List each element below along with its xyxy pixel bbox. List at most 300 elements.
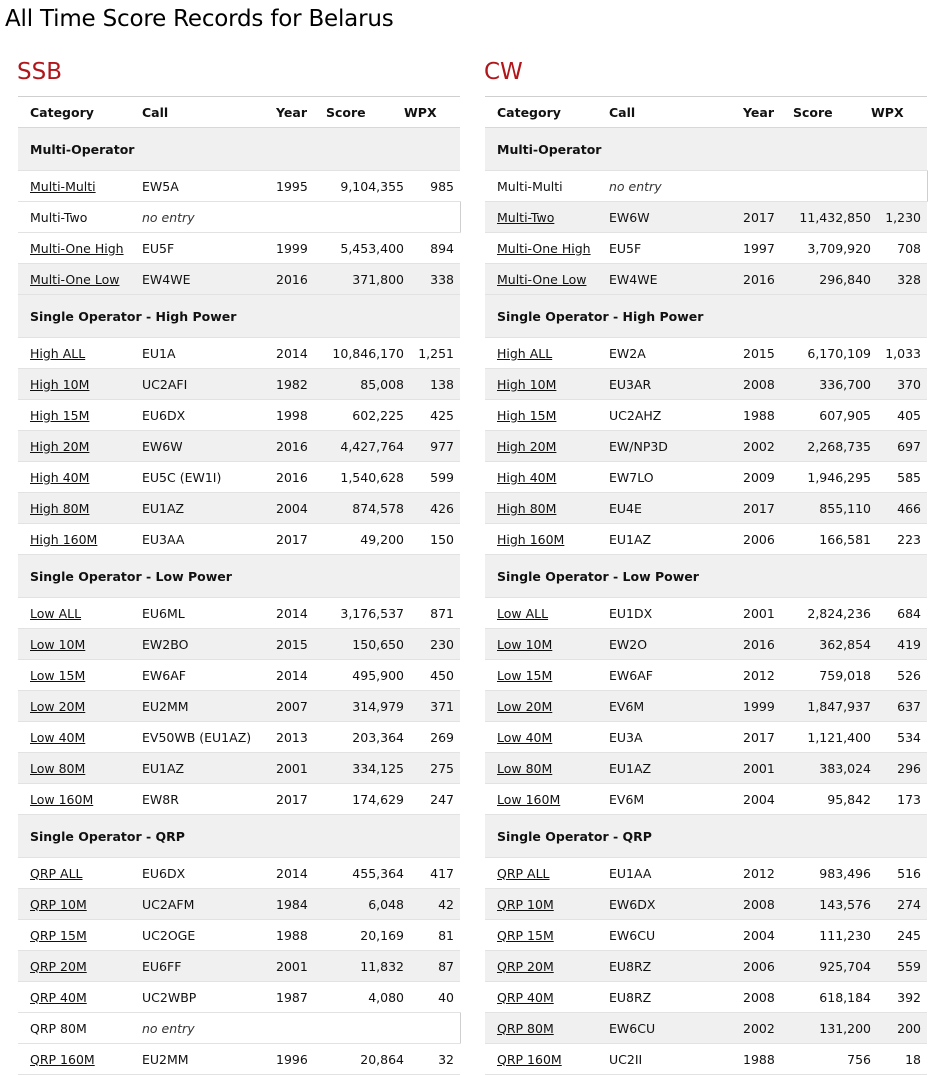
category-group-row: [18, 128, 460, 171]
call-cell: EW6CU: [609, 920, 743, 951]
category-cell: [485, 400, 609, 431]
call-cell: EU3AA: [142, 524, 276, 555]
category-link[interactable]: QRP 40M: [30, 989, 87, 1005]
call-cell: EW6AF: [609, 660, 743, 691]
category-cell: [485, 598, 609, 629]
category-cell: [485, 462, 609, 493]
table-row: [485, 1044, 927, 1075]
year-cell: 1984: [276, 889, 326, 920]
year-cell: 2001: [743, 753, 793, 784]
category-link[interactable]: QRP 10M: [30, 896, 87, 912]
category-link[interactable]: High 160M: [30, 531, 98, 547]
wpx-cell: 516: [871, 858, 927, 889]
wpx-cell: 426: [404, 493, 460, 524]
category-group-row: [485, 815, 927, 858]
category-link[interactable]: Low 40M: [497, 729, 553, 745]
category-cell: [485, 369, 609, 400]
year-cell: 2004: [743, 784, 793, 815]
score-cell: 166,581: [793, 524, 871, 555]
category-link[interactable]: High 80M: [497, 500, 557, 516]
wpx-cell: 977: [404, 431, 460, 462]
call-cell: EU4E: [609, 493, 743, 524]
wpx-cell: 599: [404, 462, 460, 493]
category-link[interactable]: High 15M: [497, 407, 557, 423]
year-cell: 2017: [276, 784, 326, 815]
category-link[interactable]: High 20M: [497, 438, 557, 454]
category-link[interactable]: QRP 10M: [497, 896, 554, 912]
category-link[interactable]: Low 10M: [497, 636, 553, 652]
category-link[interactable]: QRP 20M: [497, 958, 554, 974]
call-cell: EU6DX: [142, 400, 276, 431]
score-cell: 296,840: [793, 264, 871, 295]
category-cell: Multi-Multi: [485, 171, 609, 202]
wpx-cell: 417: [404, 858, 460, 889]
category-cell: [485, 691, 609, 722]
wpx-cell: 42: [404, 889, 460, 920]
category-link[interactable]: High 15M: [30, 407, 90, 423]
year-cell: 2004: [276, 493, 326, 524]
header-year: Year: [276, 97, 326, 128]
category-group-label: Single Operator - QRP: [18, 815, 460, 858]
category-link[interactable]: Low 80M: [30, 760, 86, 776]
table-row: [485, 691, 927, 722]
year-cell: 1982: [276, 369, 326, 400]
year-cell: 2006: [743, 524, 793, 555]
score-cell: 1,847,937: [793, 691, 871, 722]
table-row: [485, 598, 927, 629]
wpx-cell: 425: [404, 400, 460, 431]
call-cell: EU3A: [609, 722, 743, 753]
score-cell: [326, 1013, 404, 1044]
score-cell: 9,104,355: [326, 171, 404, 202]
year-cell: 2017: [743, 722, 793, 753]
category-link[interactable]: QRP 40M: [497, 989, 554, 1005]
year-cell: 1997: [743, 233, 793, 264]
category-link[interactable]: Low 160M: [30, 791, 94, 807]
year-cell: 2014: [276, 598, 326, 629]
year-cell: 2016: [276, 462, 326, 493]
wpx-cell: 223: [871, 524, 927, 555]
wpx-cell: 296: [871, 753, 927, 784]
table-row: [485, 889, 927, 920]
table-row: [18, 431, 460, 462]
wpx-cell: 173: [871, 784, 927, 815]
wpx-cell: 138: [404, 369, 460, 400]
ssb-title: SSB: [17, 59, 62, 85]
score-cell: 85,008: [326, 369, 404, 400]
call-cell: UC2WBP: [142, 982, 276, 1013]
category-link[interactable]: Low 40M: [30, 729, 86, 745]
category-cell: QRP 80M: [18, 1013, 142, 1044]
table-row: [485, 784, 927, 815]
table-row: [485, 431, 927, 462]
call-cell: EU1AA: [609, 858, 743, 889]
category-cell: [485, 660, 609, 691]
score-cell: 131,200: [793, 1013, 871, 1044]
score-cell: [326, 202, 404, 233]
category-cell: [485, 264, 609, 295]
table-row: [18, 889, 460, 920]
score-cell: 455,364: [326, 858, 404, 889]
category-cell: [18, 493, 142, 524]
category-cell: [18, 431, 142, 462]
year-cell: 2015: [276, 629, 326, 660]
call-cell: UC2AFI: [142, 369, 276, 400]
category-cell: [485, 920, 609, 951]
category-group-row: [18, 815, 460, 858]
year-cell: [276, 202, 326, 233]
category-link[interactable]: Low 15M: [497, 667, 553, 683]
table-header-row: [485, 97, 927, 128]
table-row: [18, 233, 460, 264]
wpx-cell: 18: [871, 1044, 927, 1075]
category-link[interactable]: Low 15M: [30, 667, 86, 683]
year-cell: 2012: [743, 858, 793, 889]
year-cell: 2017: [743, 202, 793, 233]
page-title: All Time Score Records for Belarus: [5, 6, 394, 32]
table-row: [18, 858, 460, 889]
category-group-row: [18, 555, 460, 598]
table-row: [18, 722, 460, 753]
call-cell: EU1AZ: [609, 524, 743, 555]
score-cell: 759,018: [793, 660, 871, 691]
category-link[interactable]: QRP 20M: [30, 958, 87, 974]
call-cell: EU5C (EW1I): [142, 462, 276, 493]
year-cell: 2014: [276, 338, 326, 369]
year-cell: 2016: [276, 431, 326, 462]
category-cell: [18, 400, 142, 431]
table-row: [485, 629, 927, 660]
table-row: [485, 233, 927, 264]
year-cell: [743, 171, 793, 202]
table-row: [485, 462, 927, 493]
category-link[interactable]: Low 20M: [30, 698, 86, 714]
table-row: [485, 920, 927, 951]
score-cell: 10,846,170: [326, 338, 404, 369]
wpx-cell: [871, 171, 927, 202]
call-cell: EU5F: [142, 233, 276, 264]
call-cell: EU8RZ: [609, 982, 743, 1013]
wpx-cell: 1,033: [871, 338, 927, 369]
table-row: [485, 722, 927, 753]
category-link[interactable]: High 160M: [497, 531, 565, 547]
score-cell: 1,946,295: [793, 462, 871, 493]
year-cell: 2006: [743, 951, 793, 982]
wpx-cell: 81: [404, 920, 460, 951]
category-link[interactable]: Low ALL: [30, 605, 82, 621]
cw-records-body: [485, 128, 927, 1075]
category-link[interactable]: QRP ALL: [30, 865, 83, 881]
year-cell: 2001: [276, 951, 326, 982]
year-cell: 1988: [743, 1044, 793, 1075]
score-cell: 336,700: [793, 369, 871, 400]
cw-records-table: [485, 96, 928, 1075]
category-cell: [485, 1013, 609, 1044]
category-cell: [18, 784, 142, 815]
category-link[interactable]: High 40M: [30, 469, 90, 485]
category-group-row: [485, 555, 927, 598]
score-cell: 49,200: [326, 524, 404, 555]
wpx-cell: 370: [871, 369, 927, 400]
category-group-label: Multi-Operator: [18, 128, 460, 171]
year-cell: 2013: [276, 722, 326, 753]
score-cell: 2,824,236: [793, 598, 871, 629]
category-link[interactable]: High ALL: [30, 345, 86, 361]
category-link[interactable]: High 20M: [30, 438, 90, 454]
year-cell: [276, 1013, 326, 1044]
category-cell: [18, 691, 142, 722]
score-cell: 2,268,735: [793, 431, 871, 462]
wpx-cell: 708: [871, 233, 927, 264]
table-row: [18, 171, 460, 202]
header-score: Score: [326, 97, 404, 128]
table-row: [485, 171, 927, 202]
category-cell: [18, 524, 142, 555]
category-link[interactable]: Low ALL: [497, 605, 549, 621]
wpx-cell: 200: [871, 1013, 927, 1044]
call-cell: UC2AFM: [142, 889, 276, 920]
ssb-records-body: [18, 128, 460, 1075]
year-cell: 2017: [276, 524, 326, 555]
category-link[interactable]: Low 80M: [497, 760, 553, 776]
category-link[interactable]: Multi-One High: [30, 240, 124, 256]
wpx-cell: 871: [404, 598, 460, 629]
call-cell: EW2BO: [142, 629, 276, 660]
category-cell: [485, 1044, 609, 1075]
table-row: [485, 338, 927, 369]
category-cell: [18, 369, 142, 400]
score-cell: 1,540,628: [326, 462, 404, 493]
score-cell: [793, 171, 871, 202]
table-row: [18, 598, 460, 629]
category-link[interactable]: QRP 80M: [497, 1020, 554, 1036]
table-row: [18, 691, 460, 722]
category-link[interactable]: Low 10M: [30, 636, 86, 652]
call-cell: EW6AF: [142, 660, 276, 691]
score-cell: 495,900: [326, 660, 404, 691]
category-link[interactable]: Multi-Multi: [30, 178, 96, 194]
table-row: [485, 753, 927, 784]
score-cell: 203,364: [326, 722, 404, 753]
category-link[interactable]: QRP 15M: [30, 927, 87, 943]
score-cell: 383,024: [793, 753, 871, 784]
year-cell: 1988: [743, 400, 793, 431]
category-link[interactable]: Multi-One High: [497, 240, 591, 256]
category-link[interactable]: Multi-One Low: [30, 271, 120, 287]
cw-section: [485, 54, 926, 1075]
header-year: Year: [743, 97, 793, 128]
category-cell: [485, 858, 609, 889]
score-cell: 983,496: [793, 858, 871, 889]
table-row: [485, 982, 927, 1013]
wpx-cell: 247: [404, 784, 460, 815]
score-cell: 20,864: [326, 1044, 404, 1075]
category-group-label: Single Operator - High Power: [18, 295, 460, 338]
wpx-cell: 585: [871, 462, 927, 493]
category-cell: [485, 338, 609, 369]
category-cell: [485, 753, 609, 784]
category-link[interactable]: QRP 160M: [30, 1051, 95, 1067]
wpx-cell: 371: [404, 691, 460, 722]
category-cell: [18, 233, 142, 264]
call-cell: EV6M: [609, 691, 743, 722]
call-cell: EU1A: [142, 338, 276, 369]
year-cell: 2008: [743, 889, 793, 920]
category-link[interactable]: Low 20M: [497, 698, 553, 714]
score-cell: 3,709,920: [793, 233, 871, 264]
wpx-cell: 274: [871, 889, 927, 920]
call-cell: EW8R: [142, 784, 276, 815]
table-row: [18, 920, 460, 951]
table-row: [18, 369, 460, 400]
year-cell: 1998: [276, 400, 326, 431]
score-cell: 4,427,764: [326, 431, 404, 462]
table-row: [18, 1044, 460, 1075]
year-cell: 2016: [276, 264, 326, 295]
call-cell: EU8RZ: [609, 951, 743, 982]
call-cell: EW5A: [142, 171, 276, 202]
wpx-cell: 328: [871, 264, 927, 295]
score-cell: 143,576: [793, 889, 871, 920]
table-row: [485, 1013, 927, 1044]
score-cell: 362,854: [793, 629, 871, 660]
wpx-cell: 392: [871, 982, 927, 1013]
category-group-label: Single Operator - QRP: [485, 815, 927, 858]
call-cell: EU2MM: [142, 1044, 276, 1075]
call-cell: UC2OGE: [142, 920, 276, 951]
category-link[interactable]: High ALL: [497, 345, 553, 361]
year-cell: 2007: [276, 691, 326, 722]
score-cell: 20,169: [326, 920, 404, 951]
year-cell: 2001: [276, 753, 326, 784]
category-cell: [18, 629, 142, 660]
score-cell: 334,125: [326, 753, 404, 784]
call-cell: EU1DX: [609, 598, 743, 629]
table-row: [485, 858, 927, 889]
category-link[interactable]: High 80M: [30, 500, 90, 516]
category-cell: [485, 524, 609, 555]
category-link[interactable]: Low 160M: [497, 791, 561, 807]
category-cell: [485, 722, 609, 753]
wpx-cell: 684: [871, 598, 927, 629]
wpx-cell: 985: [404, 171, 460, 202]
wpx-cell: 450: [404, 660, 460, 691]
category-cell: [18, 598, 142, 629]
wpx-cell: 419: [871, 629, 927, 660]
wpx-cell: 338: [404, 264, 460, 295]
category-group-label: Single Operator - Low Power: [18, 555, 460, 598]
score-cell: 602,225: [326, 400, 404, 431]
category-link[interactable]: High 10M: [30, 376, 90, 392]
wpx-cell: 697: [871, 431, 927, 462]
header-score: Score: [793, 97, 871, 128]
score-cell: 314,979: [326, 691, 404, 722]
score-cell: 4,080: [326, 982, 404, 1013]
table-row: [485, 400, 927, 431]
category-cell: [18, 722, 142, 753]
category-cell: [18, 982, 142, 1013]
call-cell: EW6DX: [609, 889, 743, 920]
category-cell: [485, 202, 609, 233]
call-cell: EV6M: [609, 784, 743, 815]
score-cell: 150,650: [326, 629, 404, 660]
score-cell: 111,230: [793, 920, 871, 951]
category-link[interactable]: Multi-Two: [497, 209, 555, 225]
table-row: [18, 264, 460, 295]
year-cell: 1996: [276, 1044, 326, 1075]
year-cell: 2002: [743, 431, 793, 462]
wpx-cell: [404, 202, 460, 233]
wpx-cell: [404, 1013, 460, 1044]
call-cell: EU6FF: [142, 951, 276, 982]
call-cell: EW6W: [142, 431, 276, 462]
category-group-label: Multi-Operator: [485, 128, 927, 171]
call-cell: EU6DX: [142, 858, 276, 889]
header-category: Category: [18, 97, 142, 128]
wpx-cell: 40: [404, 982, 460, 1013]
wpx-cell: 559: [871, 951, 927, 982]
cw-title: CW: [484, 59, 523, 85]
category-cell: [18, 264, 142, 295]
wpx-cell: 230: [404, 629, 460, 660]
category-group-label: Single Operator - High Power: [485, 295, 927, 338]
category-cell: [18, 753, 142, 784]
call-cell: EU6ML: [142, 598, 276, 629]
score-cell: 756: [793, 1044, 871, 1075]
year-cell: 2012: [743, 660, 793, 691]
category-cell: [485, 784, 609, 815]
year-cell: 2004: [743, 920, 793, 951]
call-cell: EU1AZ: [142, 753, 276, 784]
year-cell: 1988: [276, 920, 326, 951]
category-cell: [18, 462, 142, 493]
score-cell: 6,170,109: [793, 338, 871, 369]
table-row: [18, 338, 460, 369]
score-cell: 11,832: [326, 951, 404, 982]
category-cell: [485, 493, 609, 524]
year-cell: 2014: [276, 858, 326, 889]
score-cell: 6,048: [326, 889, 404, 920]
wpx-cell: 87: [404, 951, 460, 982]
wpx-cell: 275: [404, 753, 460, 784]
header-wpx: WPX: [404, 97, 460, 128]
call-cell: EU1AZ: [142, 493, 276, 524]
category-link[interactable]: High 10M: [497, 376, 557, 392]
table-row: [18, 951, 460, 982]
year-cell: 2017: [743, 493, 793, 524]
score-cell: 11,432,850: [793, 202, 871, 233]
category-cell: [18, 1044, 142, 1075]
category-group-row: [18, 295, 460, 338]
category-link[interactable]: QRP 15M: [497, 927, 554, 943]
wpx-cell: 1,251: [404, 338, 460, 369]
table-row: [18, 982, 460, 1013]
table-row: [485, 264, 927, 295]
category-group-label: Single Operator - Low Power: [485, 555, 927, 598]
category-group-row: [485, 128, 927, 171]
table-header-row: [18, 97, 460, 128]
wpx-cell: 269: [404, 722, 460, 753]
call-cell: no entry: [609, 171, 743, 202]
wpx-cell: 466: [871, 493, 927, 524]
category-link[interactable]: Multi-One Low: [497, 271, 587, 287]
category-link[interactable]: QRP ALL: [497, 865, 550, 881]
category-group-row: [485, 295, 927, 338]
year-cell: 2001: [743, 598, 793, 629]
call-cell: UC2II: [609, 1044, 743, 1075]
category-link[interactable]: QRP 160M: [497, 1051, 562, 1067]
category-link[interactable]: High 40M: [497, 469, 557, 485]
